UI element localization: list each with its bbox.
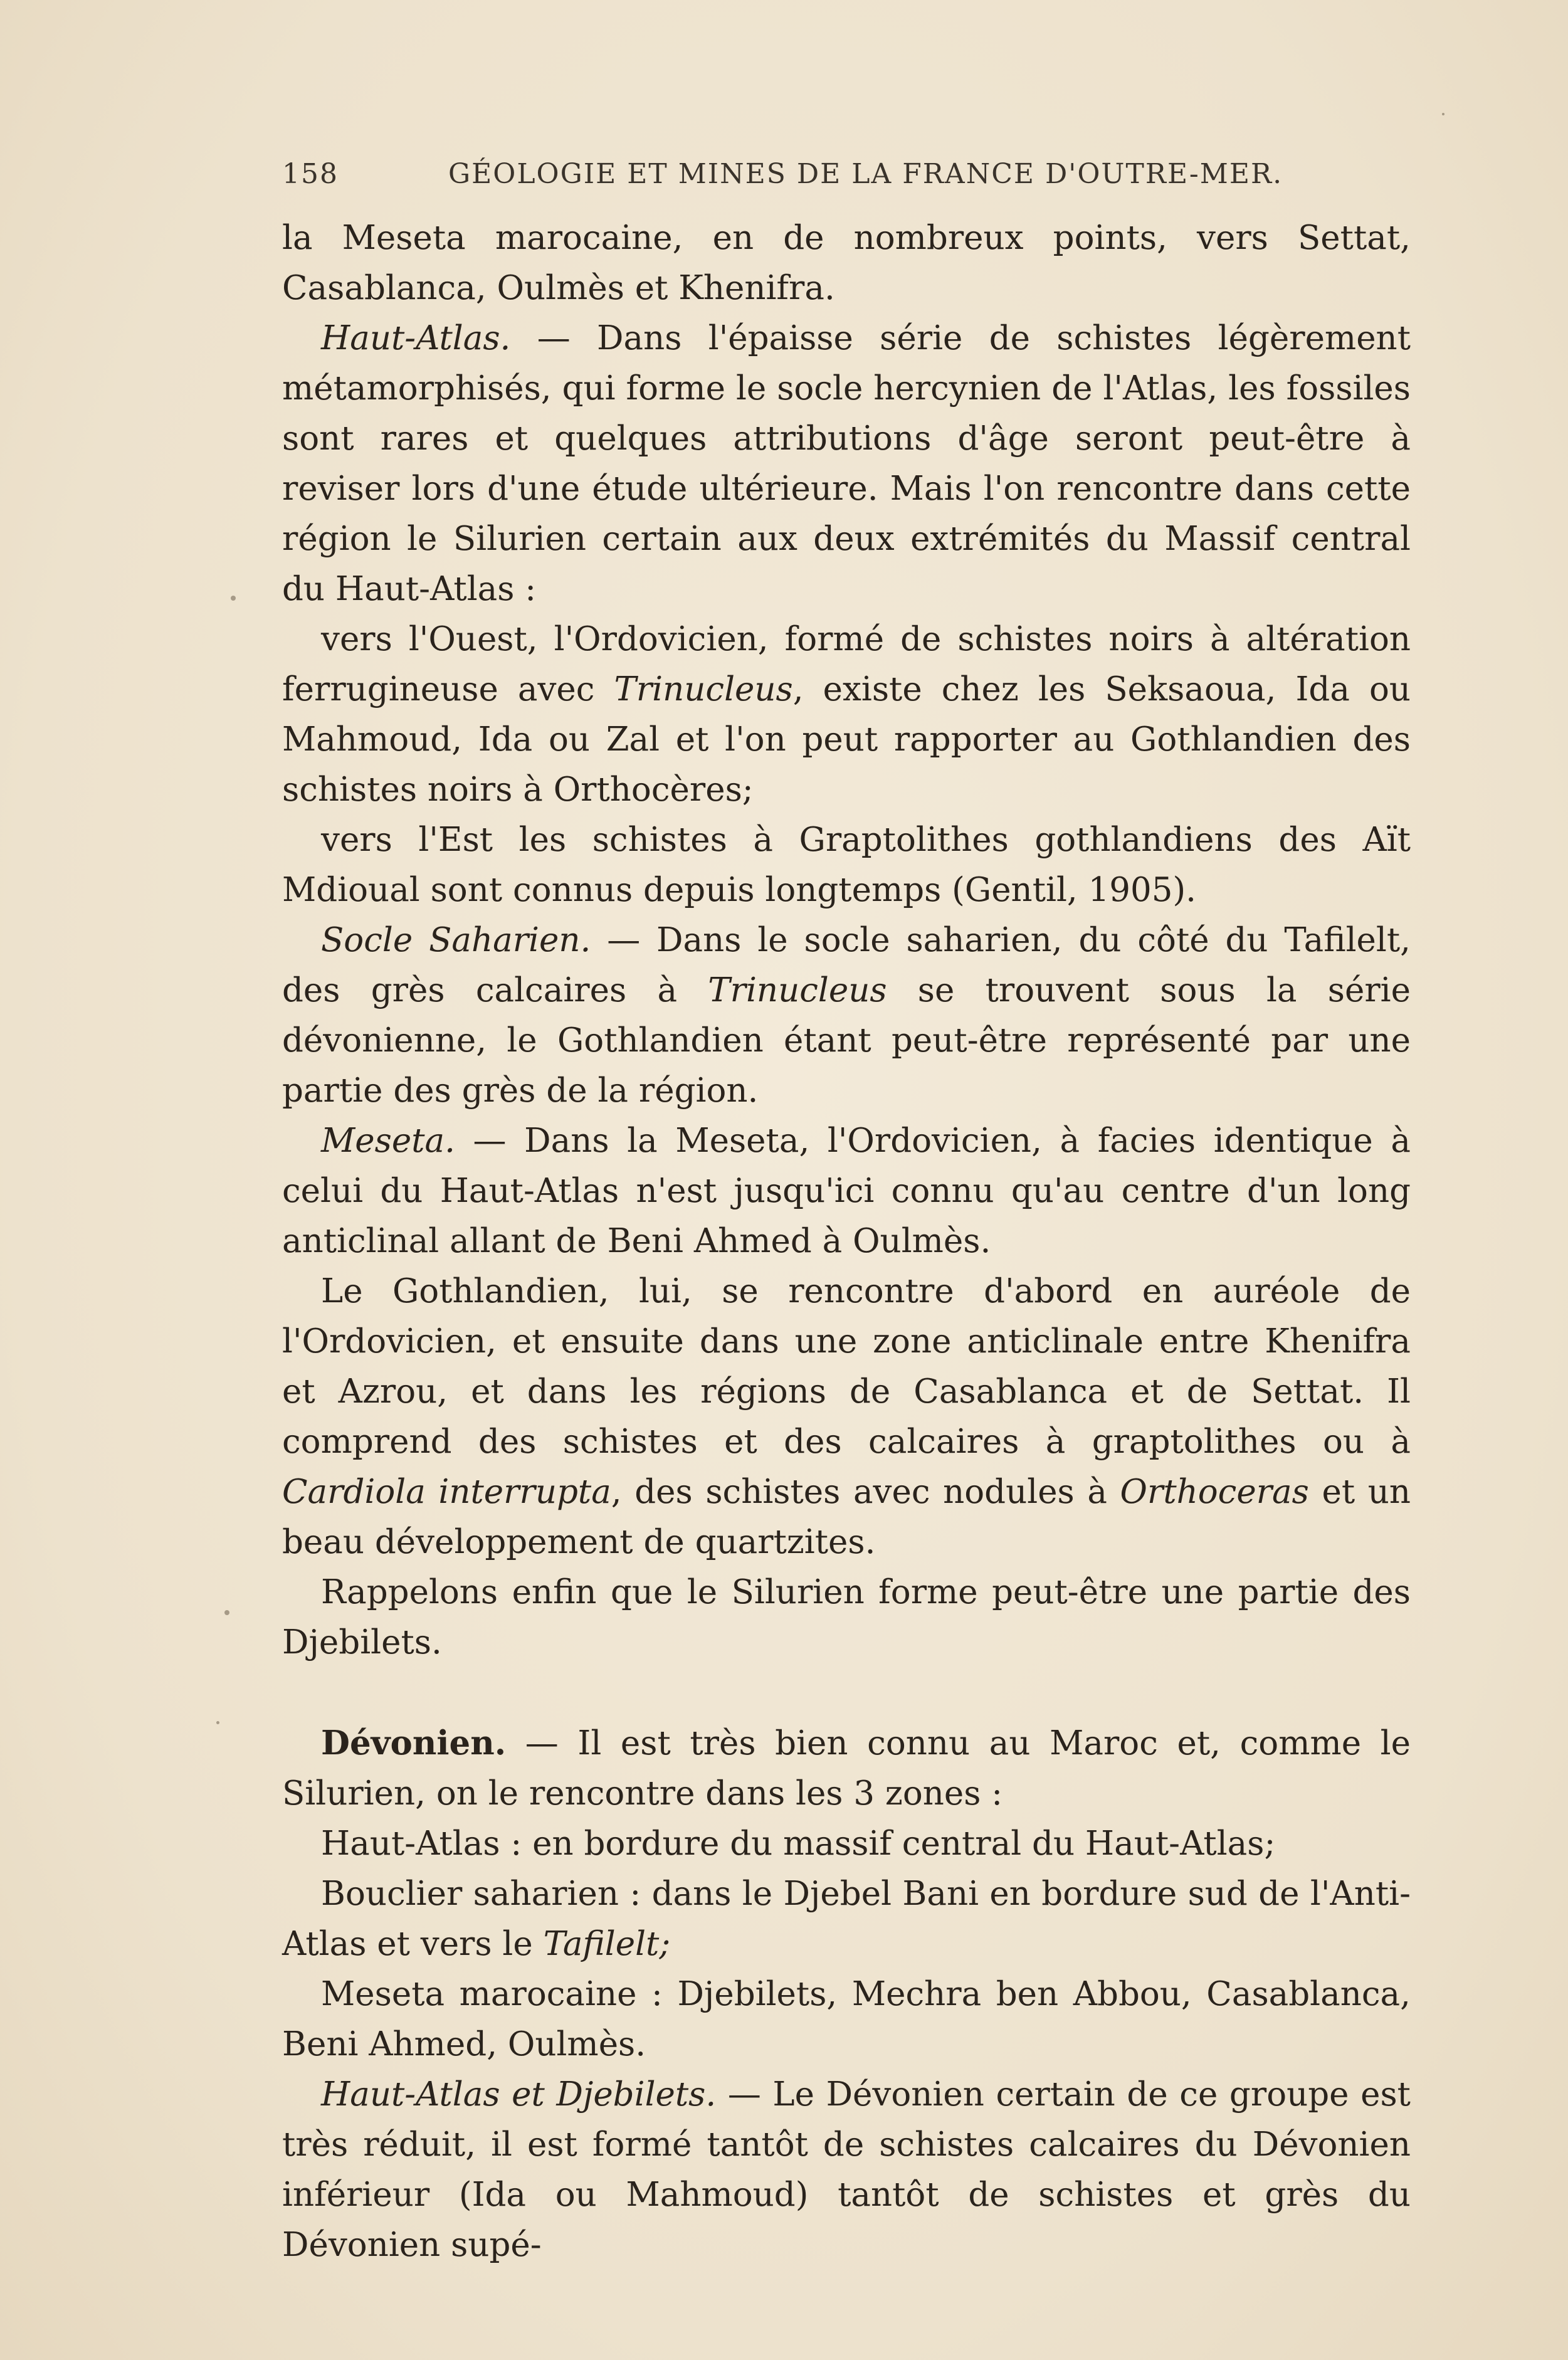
paragraph-rappelons: Rappelons enfin que le Silurien forme peut-être une partie des Djebilets. — [282, 1573, 1411, 1662]
paragraph-socle-saharien: Socle Saharien. — Dans le socle saharien, du côté du Tafilelt, des grès calcaires à Trinucleus se trouvent sous la série dévonienne, le Gothlandien étant peut-être représenté par une partie des grès de la région. — [282, 921, 1411, 1110]
paper-speck — [224, 1610, 229, 1615]
taxon-cardiola-interrupta: Cardiola interrupta — [282, 1473, 611, 1511]
paragraph-vers-ouest: vers l'Ouest, l'Ordovicien, formé de schistes noirs à altération ferrugineuse avec Trinucleus, existe chez les Seksaoua, Ida ou Mahmoud, Ida ou Zal et l'on peut rapporter au Gothlandien des schistes noirs à Orthocères; — [282, 620, 1411, 809]
list-item-haut-atlas: Haut-Atlas : en bordure du massif central du Haut-Atlas; — [321, 1825, 1276, 1863]
section-heading-socle-saharien: Socle Saharien. — [321, 921, 591, 959]
list-item-meseta-marocaine: Meseta marocaine : Djebilets, Mechra ben Abbou, Casablanca, Beni Ahmed, Oulmès. — [282, 1975, 1411, 2063]
running-title: GÉOLOGIE ET MINES DE LA FRANCE D'OUTRE-MER. — [448, 158, 1283, 190]
list-item-bouclier-saharien: Bouclier saharien : dans le Djebel Bani en bordure sud de l'Anti-Atlas et vers le Tafilelt; — [282, 1875, 1411, 1963]
section-heading-devonien: Dévonien. — [321, 1724, 507, 1762]
section-heading-haut-atlas: Haut-Atlas. — [321, 319, 511, 357]
taxon-trinucleus: Trinucleus — [614, 670, 793, 709]
paragraph-devonien: Dévonien. — Il est très bien connu au Maroc et, comme le Silurien, on le rencontre dans les 3 zones : — [282, 1724, 1411, 1813]
paragraph-meseta-continuation: la Meseta marocaine, en de nombreux points, vers Settat, Casablanca, Oulmès et Khenifra. — [282, 219, 1411, 307]
paragraph-vers-est: vers l'Est les schistes à Graptolithes gothlandiens des Aït Mdioual sont connus depuis longtemps (Gentil, 1905). — [282, 821, 1411, 909]
place-tafilelt: Tafilelt; — [543, 1925, 671, 1963]
page-number: 158 — [282, 158, 339, 190]
paper-speck — [216, 1721, 219, 1724]
paragraph-haut-atlas-djebilets: Haut-Atlas et Djebilets. — Le Dévonien certain de ce groupe est très réduit, il est formé tantôt de schistes calcaires du Dévonien inférieur (Ida ou Mahmoud) tantôt de schistes et grès du Dévonien supé- — [282, 2075, 1411, 2264]
taxon-trinucleus: Trinucleus — [708, 971, 887, 1009]
paragraph-meseta: Meseta. — Dans la Meseta, l'Ordovicien, à facies identique à celui du Haut-Atlas n'est jusqu'ici connu qu'au centre d'un long anticlinal allant de Beni Ahmed à Oulmès. — [282, 1122, 1411, 1260]
page-header — [282, 158, 1283, 196]
section-heading-haut-atlas-djebilets: Haut-Atlas et Djebilets. — [321, 2075, 717, 2114]
paper-speck — [231, 596, 236, 601]
section-heading-meseta: Meseta. — [321, 1122, 455, 1160]
body-text — [282, 213, 1411, 2270]
paper-speck — [1442, 113, 1444, 115]
paragraph-haut-atlas: Haut-Atlas. — Dans l'épaisse série de schistes légèrement métamorphisés, qui forme le socle hercynien de l'Atlas, les fossiles sont rares et quelques attributions d'âge seront peut-être à reviser lors d'une étude ultérieure. Mais l'on rencontre dans cette région le Silurien certain aux deux extrémités du Massif central du Haut-Atlas : — [282, 319, 1411, 608]
taxon-orthoceras: Orthoceras — [1120, 1473, 1309, 1511]
paragraph-gothlandien: Le Gothlandien, lui, se rencontre d'abord en auréole de l'Ordovicien, et ensuite dans une zone anticlinale entre Khenifra et Azrou, et dans les régions de Casablanca et de Settat. Il comprend des schistes et des calcaires à graptolithes ou à Cardiola interrupta, des schistes avec nodules à Orthoceras et un beau développement de quartzites. — [282, 1272, 1411, 1561]
